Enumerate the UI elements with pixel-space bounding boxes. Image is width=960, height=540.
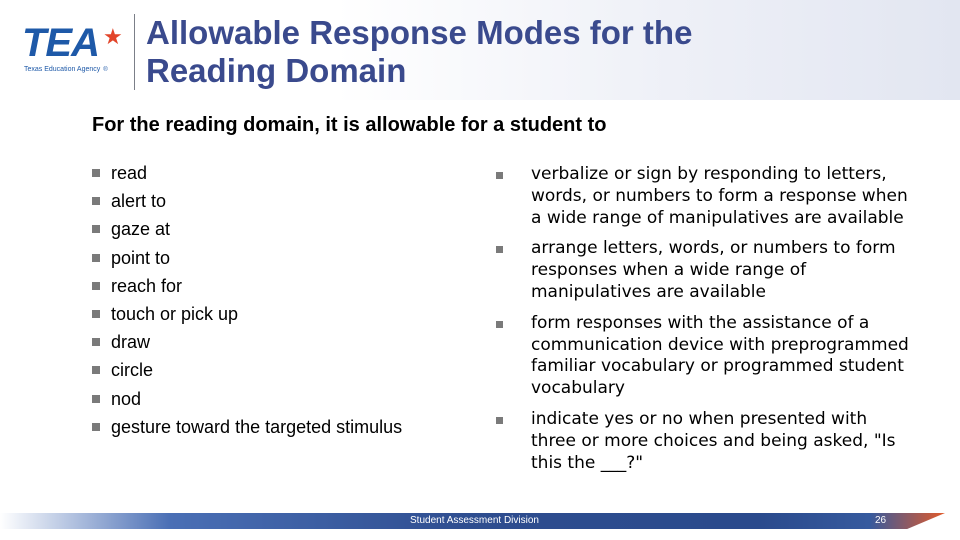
list-item-label: verbalize or sign by responding to letters, words, or numbers to form a response when a wide range of manipulatives are available [531, 164, 908, 228]
list-item [92, 303, 402, 331]
list-item-label: touch or pick up [111, 303, 239, 324]
list-item [496, 409, 916, 474]
bullet-icon [92, 395, 100, 403]
list-item [92, 416, 402, 444]
bullet-icon [496, 417, 503, 424]
list-item-label: circle [111, 360, 154, 381]
list-item-label: read [111, 163, 148, 183]
bullet-icon [92, 423, 100, 431]
list-item-label: nod [111, 388, 142, 409]
bullet-icon [496, 172, 503, 179]
list-item [496, 313, 916, 400]
bullet-icon [496, 246, 503, 253]
list-item [92, 190, 402, 218]
list-item-label: form responses with the assistance of a communication device with preprogrammed familiar vocabulary or programmed student vocabulary [531, 312, 909, 399]
star-icon: ★ [103, 24, 123, 49]
list-item-label: arrange letters, words, or numbers to form responses when a wide range of manipulatives are available [531, 238, 896, 302]
list-item [92, 275, 402, 303]
logo-subtitle-text: Texas Education Agency [24, 66, 101, 73]
list-item [92, 247, 402, 275]
bullet-icon [92, 197, 100, 205]
header-divider [134, 14, 135, 90]
bullet-icon [92, 338, 100, 346]
page-number: 26 [875, 515, 887, 526]
list-item-label: gesture toward the targeted stimulus [111, 416, 403, 437]
registered-mark: ® [103, 67, 108, 73]
bullet-icon [92, 225, 100, 233]
list-item [92, 388, 402, 416]
list-item-label: point to [111, 247, 171, 268]
footer-label: Student Assessment Division [410, 515, 539, 526]
bullet-icon [92, 366, 100, 374]
logo-subtitle [24, 66, 108, 73]
bullet-icon [92, 282, 100, 290]
intro-text: For the reading domain, it is allowable for a student to [92, 114, 607, 136]
slide-title-line-1: Allowable Response Modes for the [146, 14, 693, 51]
logo-wordmark: TEA [22, 21, 99, 65]
list-item [496, 164, 916, 229]
bullet-icon [92, 169, 100, 177]
left-response-list [92, 162, 402, 444]
bullet-icon [496, 321, 503, 328]
list-item-label: gaze at [111, 219, 171, 240]
slide-title-line-2: Reading Domain [146, 52, 407, 89]
right-response-list [496, 164, 916, 483]
bullet-icon [92, 254, 100, 262]
list-item [92, 359, 402, 387]
list-item [92, 162, 402, 190]
list-item [92, 218, 402, 246]
slide-title [146, 14, 692, 90]
list-item-label: reach for [111, 275, 183, 296]
list-item-label: alert to [111, 191, 167, 212]
list-item [92, 331, 402, 359]
list-item-label: draw [111, 332, 151, 353]
list-item-label: indicate yes or no when presented with three or more choices and being asked, "Is this the ___?" [531, 408, 896, 473]
bullet-icon [92, 310, 100, 318]
list-item [496, 238, 916, 303]
